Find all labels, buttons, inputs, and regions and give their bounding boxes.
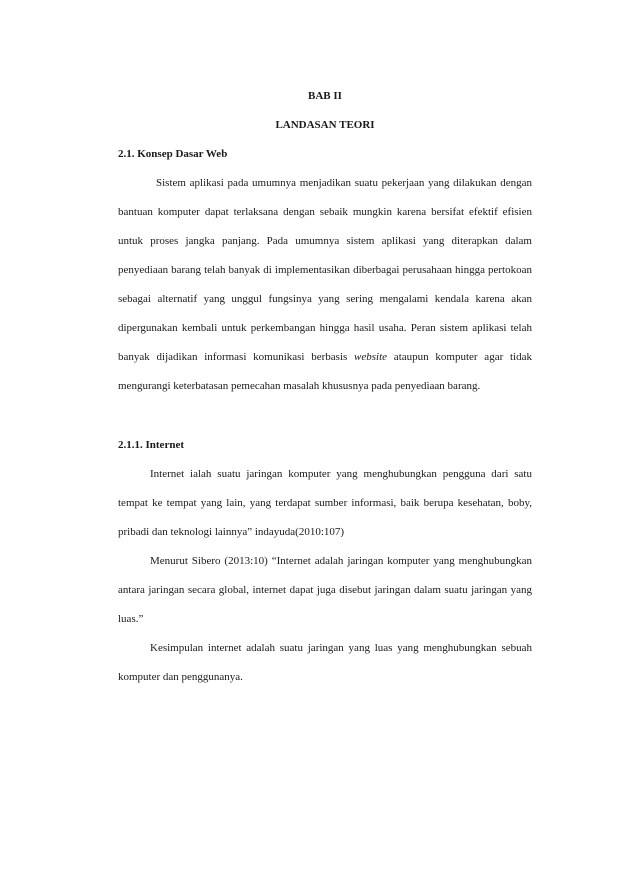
section-heading-2-1: 2.1. Konsep Dasar Web (118, 148, 228, 160)
italic-term: website (354, 351, 388, 363)
section-spacer (118, 401, 532, 431)
internet-paragraph: Menurut Sibero (2013:10) “Internet adalah jaringan komputer yang menghubungkan antara jaringan secara global, internet dapat juga disebut jaringan dalam suatu jaringan yang luas.” (118, 555, 532, 625)
section-2-1-paragraph (118, 169, 532, 401)
paragraph-text: Sistem aplikasi pada umumnya menjadikan suatu pekerjaan yang dilakukan dengan bantuan komputer dapat terlaksana dengan sebaik mungkin karena bersifat efektif efisien untuk proses jangka panjang. Pada umumnya sistem aplikasi yang diterapkan dalam penyediaan barang telah banyak di implementasikan diberbagai perusahaan hingga pertokoan sebagai alternatif yang unggul fungsinya yang sering mengalami kendala karena akan dipergunakan kembali untuk perkembangan hingga hasil usaha. Peran sistem aplikasi telah banyak dijadikan informasi komunikasi berbasis (118, 177, 532, 363)
paragraph-text: ataupun komputer agar tidak mengurangi keterbatasan pemecahan masalah khususnya pada penyediaan barang. (118, 351, 532, 392)
section-heading-2-1-1: 2.1.1. Internet (118, 439, 184, 451)
page-content (118, 82, 532, 692)
chapter-title: LANDASAN TEORI (275, 119, 375, 131)
internet-paragraph: Kesimpulan internet adalah suatu jaringan yang luas yang menghubungkan sebuah komputer dan penggunanya. (118, 642, 532, 683)
internet-paragraph: Internet ialah suatu jaringan komputer yang menghubungkan pengguna dari satu tempat ke tempat yang lain, yang terdapat sumber informasi, baik berupa kesehatan, boby, pribadi dan teknologi lainnya” indayuda(2010:107) (118, 468, 532, 538)
chapter-number: BAB II (308, 90, 342, 102)
